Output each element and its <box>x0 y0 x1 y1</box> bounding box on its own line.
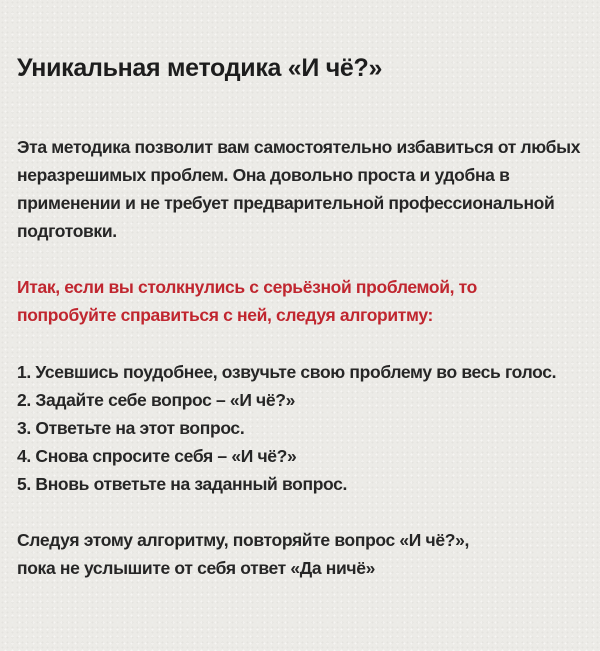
step-item: 5. Вновь ответьте на заданный вопрос. <box>17 474 348 494</box>
step-item: 2. Задайте себе вопрос – «И чё?» <box>17 390 295 410</box>
intro-line: Эта методика позволит вам самостоятельно избавиться от любых <box>17 137 581 157</box>
outro-line: Следуя этому алгоритму, повторяйте вопрос «И чё?», <box>17 530 469 550</box>
intro-line: применении и не требует предварительной профессиональной <box>17 193 555 213</box>
steps-list <box>17 358 586 498</box>
intro-line: неразрешимых проблем. Она довольно проста и удобна в <box>17 165 510 185</box>
page-title: Уникальная методика «И чё?» <box>17 54 383 82</box>
outro-line: пока не услышите от себя ответ «Да ничё» <box>17 558 375 578</box>
step-item: 1. Усевшись поудобнее, озвучьте свою проблему во весь голос. <box>17 362 557 382</box>
intro-line: подготовки. <box>17 221 117 241</box>
highlight-line: Итак, если вы столкнулись с серьёзной проблемой, то <box>17 277 477 297</box>
highlight-line: попробуйте справиться с ней, следуя алгоритму: <box>17 305 434 325</box>
step-item: 4. Снова спросите себя – «И чё?» <box>17 446 297 466</box>
outro-paragraph <box>17 526 586 582</box>
highlight-paragraph <box>17 273 586 329</box>
intro-paragraph <box>17 133 586 245</box>
step-item: 3. Ответьте на этот вопрос. <box>17 418 245 438</box>
